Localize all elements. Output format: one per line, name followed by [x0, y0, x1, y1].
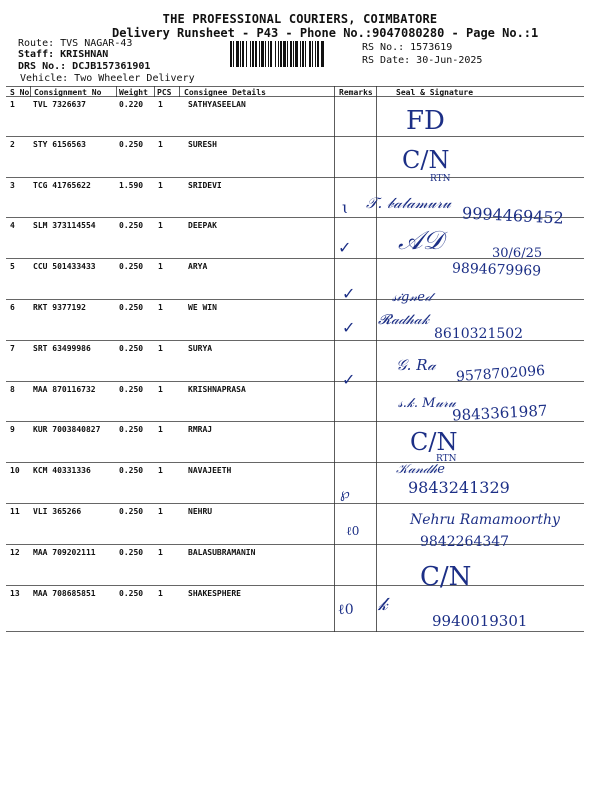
- cell-consignment-no: MAA 870116732: [33, 385, 96, 394]
- cell-consignment-no: KUR 7003840827: [33, 425, 101, 434]
- col-seal-signature: Seal & Signature: [396, 88, 474, 97]
- tick-mark-row6: ✓: [342, 318, 356, 337]
- cell-consignment-no: SLM 373114554: [33, 221, 96, 230]
- phone-row3: 9994469452: [461, 203, 565, 228]
- tick-mark-row13: ℓ0: [338, 602, 354, 618]
- barcode-bar: [283, 41, 286, 67]
- signature-row9-rtn: RTN: [436, 454, 457, 464]
- signature-row1: FD: [406, 106, 445, 136]
- cell-pcs: 1: [158, 507, 163, 516]
- cell-weight: 0.250: [119, 589, 144, 598]
- tick-mark-row10: ℘: [340, 486, 350, 502]
- cell-sno: 12: [10, 548, 20, 557]
- drs-number: DRS No.: DCJB157361901: [18, 61, 151, 72]
- barcode-bar: [295, 41, 298, 67]
- signature-row8: 𝓈.𝓀. 𝑀𝓊𝓇𝓊: [398, 396, 456, 411]
- tick-mark-row4: ✓: [338, 238, 352, 257]
- signature-row3: 𝒯. 𝒷𝒶𝓁𝒶𝓂𝓊𝓇𝓊: [366, 194, 451, 212]
- cell-weight: 0.250: [119, 344, 144, 353]
- cell-consignee: SRIDEVI: [188, 181, 222, 190]
- phone-row4: 9894679969: [451, 260, 542, 280]
- signature-row10: 𝒦𝒶𝓃𝒹𝒽𝑒: [396, 462, 445, 477]
- cell-consignment-no: MAA 708685851: [33, 589, 96, 598]
- tick-mark-row5: ✓: [342, 284, 356, 303]
- tick-mark-row3: ɩ: [342, 198, 349, 217]
- cell-sno: 6: [10, 303, 15, 312]
- cell-consignee: NAVAJEETH: [188, 466, 232, 475]
- signature-row4: 𝒜𝒟: [398, 226, 444, 256]
- company-name: THE PROFESSIONAL COURIERS, COIMBATORE: [162, 12, 438, 26]
- cell-pcs: 1: [158, 140, 163, 149]
- barcode-bar: [233, 41, 234, 67]
- name-row11: Nehru Ramamoorthy: [410, 512, 560, 528]
- cell-pcs: 1: [158, 303, 163, 312]
- runsheet-title: Delivery Runsheet - P43 - Phone No.:9047080280 - Page No.:1: [112, 26, 539, 40]
- staff-label: Staff: KRISHNAN: [18, 49, 109, 60]
- barcode: [230, 41, 354, 67]
- phone-row7: 9578702096: [455, 362, 546, 386]
- cell-weight: 0.250: [119, 507, 144, 516]
- barcode-bar: [290, 41, 292, 67]
- barcode-bar: [321, 41, 324, 67]
- col-consignment: Consignment No: [34, 88, 102, 97]
- barcode-bar: [242, 41, 244, 67]
- cell-pcs: 1: [158, 344, 163, 353]
- col-sno: S No: [10, 88, 30, 97]
- barcode-bar: [317, 41, 319, 67]
- barcode-bar: [270, 41, 272, 67]
- cell-weight: 0.250: [119, 466, 144, 475]
- cell-weight: 0.250: [119, 385, 144, 394]
- tick-mark-row7: ✓: [342, 370, 356, 389]
- cell-weight: 0.250: [119, 303, 144, 312]
- barcode-bar: [252, 41, 254, 67]
- signature-row6: 𝓡𝒶𝒹𝒽𝒶𝓀: [378, 312, 430, 328]
- barcode-bar: [312, 41, 313, 67]
- tick-mark-row11: ℓ0: [346, 524, 360, 538]
- cell-consignment-no: TVL 7326637: [33, 100, 86, 109]
- cell-sno: 9: [10, 425, 15, 434]
- date-row4: 30/6/25: [492, 246, 543, 261]
- cell-consignment-no: TCG 41765622: [33, 181, 91, 190]
- barcode-bar: [236, 41, 239, 67]
- cell-sno: 8: [10, 385, 15, 394]
- cell-pcs: 1: [158, 425, 163, 434]
- barcode-bar: [302, 41, 304, 67]
- phone-row11: 9842264347: [420, 534, 510, 550]
- barcode-bar: [309, 41, 311, 67]
- barcode-bar: [265, 41, 266, 67]
- barcode-bar: [305, 41, 306, 67]
- col-weight: Weight: [119, 88, 148, 97]
- cell-pcs: 1: [158, 589, 163, 598]
- barcode-bar: [293, 41, 294, 67]
- cell-pcs: 1: [158, 262, 163, 271]
- cell-weight: 0.250: [119, 548, 144, 557]
- cell-consignee: SURESH: [188, 140, 217, 149]
- barcode-bar: [278, 41, 279, 67]
- route-label: Route: TVS NAGAR-43: [18, 38, 133, 49]
- barcode-bar: [240, 41, 241, 67]
- cell-weight: 0.250: [119, 221, 144, 230]
- signature-row7: 𝒢. 𝑅𝒶: [396, 356, 436, 374]
- rs-block: [362, 41, 482, 67]
- rs-date: RS Date: 30-Jun-2025: [362, 55, 483, 66]
- phone-row13: 9940019301: [432, 612, 528, 630]
- cell-weight: 0.220: [119, 100, 144, 109]
- rs-number: RS No.: 1573619: [362, 42, 453, 53]
- cell-consignee: SATHYASEELAN: [188, 100, 246, 109]
- barcode-bar: [268, 41, 269, 67]
- cell-sno: 1: [10, 100, 15, 109]
- signature-row2-rtn: RTN: [430, 174, 451, 184]
- cell-consignment-no: MAA 709202111: [33, 548, 96, 557]
- barcode-bar: [287, 41, 288, 67]
- cell-consignee: DEEPAK: [188, 221, 217, 230]
- cell-consignee: RMRAJ: [188, 425, 213, 434]
- cell-consignment-no: CCU 501433433: [33, 262, 96, 271]
- cell-sno: 3: [10, 181, 15, 190]
- cell-pcs: 1: [158, 385, 163, 394]
- signature-row13: 𝓀: [378, 594, 388, 615]
- barcode-bar: [275, 41, 276, 67]
- cell-pcs: 1: [158, 221, 163, 230]
- barcode-bar: [259, 41, 260, 67]
- cell-weight: 1.590: [119, 181, 144, 190]
- cell-consignee: NEHRU: [188, 507, 213, 516]
- cell-sno: 5: [10, 262, 15, 271]
- barcode-bar: [250, 41, 251, 67]
- cell-weight: 0.250: [119, 262, 144, 271]
- col-remarks: Remarks: [339, 88, 373, 97]
- barcode-bar: [246, 41, 247, 67]
- cell-consignee: SHAKESPHERE: [188, 589, 241, 598]
- cell-pcs: 1: [158, 466, 163, 475]
- cell-pcs: 1: [158, 100, 163, 109]
- cell-weight: 0.250: [119, 140, 144, 149]
- cell-sno: 10: [10, 466, 20, 475]
- cell-consignee: ARYA: [188, 262, 208, 271]
- cell-consignment-no: VLI 365266: [33, 507, 82, 516]
- barcode-bar: [230, 41, 232, 67]
- phone-row10: 9843241329: [408, 478, 510, 497]
- cell-consignee: SURYA: [188, 344, 213, 353]
- cell-consignment-no: RKT 9377192: [33, 303, 86, 312]
- signature-row2: C/N: [402, 146, 450, 174]
- cell-consignee: WE WIN: [188, 303, 217, 312]
- barcode-bar: [255, 41, 257, 67]
- cell-weight: 0.250: [119, 425, 144, 434]
- cell-consignee: BALASUBRAMANIN: [188, 548, 256, 557]
- cell-pcs: 1: [158, 181, 163, 190]
- vehicle-label: Vehicle: Two Wheeler Delivery: [20, 73, 195, 84]
- cell-consignment-no: SRT 63499986: [33, 344, 91, 353]
- cell-sno: 7: [10, 344, 15, 353]
- cell-sno: 11: [10, 507, 20, 516]
- cell-pcs: 1: [158, 548, 163, 557]
- barcode-bar: [315, 41, 316, 67]
- signature-row12: C/N: [420, 562, 472, 592]
- col-pcs: PCS: [157, 88, 172, 97]
- signature-row9: C/N: [410, 428, 458, 456]
- col-consignee: Consignee Details: [184, 88, 266, 97]
- barcode-bar: [280, 41, 282, 67]
- signature-row5: 𝓈𝒾𝑔𝓃𝑒𝒹: [392, 290, 432, 305]
- barcode-bar: [261, 41, 264, 67]
- barcode-bar: [300, 41, 301, 67]
- cell-consignment-no: KCM 40331336: [33, 466, 91, 475]
- phone-row8: 9843361987: [451, 401, 548, 425]
- cell-consignee: KRISHNAPRASA: [188, 385, 246, 394]
- cell-sno: 2: [10, 140, 15, 149]
- phone-row6: 8610321502: [434, 326, 524, 342]
- cell-sno: 13: [10, 589, 20, 598]
- cell-sno: 4: [10, 221, 15, 230]
- cell-consignment-no: STY 6156563: [33, 140, 86, 149]
